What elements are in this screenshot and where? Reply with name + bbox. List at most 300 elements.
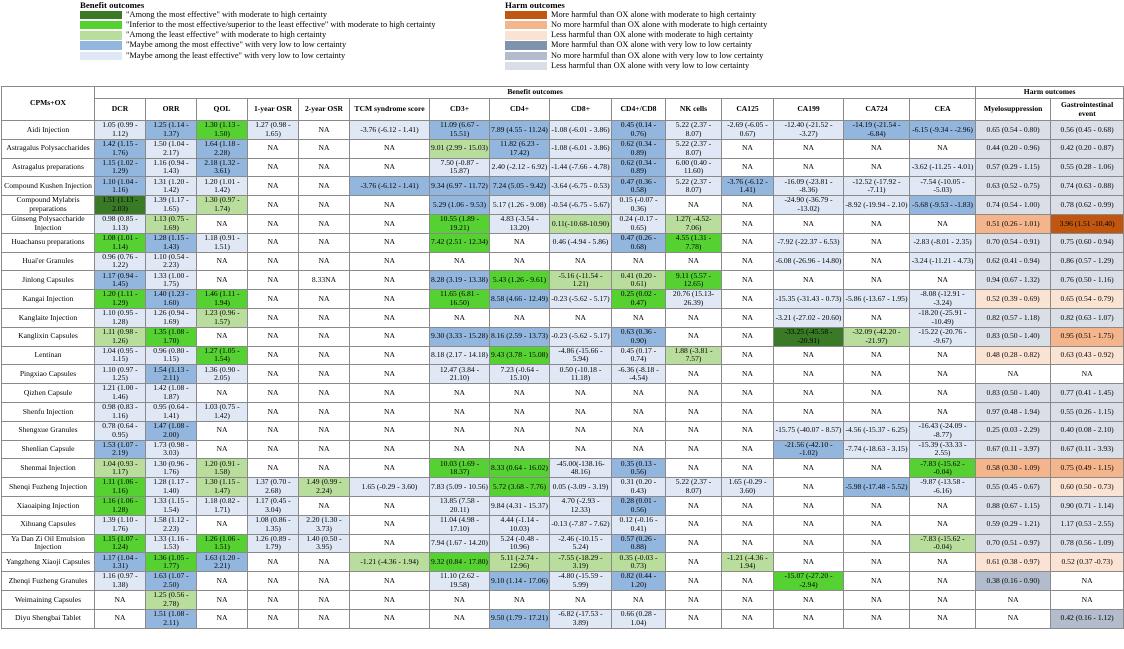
- table-cell: 1.17 (0.94 - 1.45): [95, 271, 146, 290]
- table-cell: NA: [722, 421, 774, 440]
- table-cell: 1.17 (1.04 - 1.31): [95, 553, 146, 572]
- column-header: Myelosuppression: [976, 99, 1051, 121]
- table-cell: NA: [666, 402, 722, 421]
- table-cell: NA: [722, 308, 774, 327]
- row-label: Shenlian Capsule: [2, 440, 95, 459]
- table-cell: -4.86 (-15.66 - 5.94): [550, 346, 612, 365]
- table-cell: NA: [844, 252, 910, 271]
- table-cell: 1.63 (1.20 - 2.21): [197, 553, 248, 572]
- table-cell: -15.39 (-33.33 - 2.55): [910, 440, 976, 459]
- table-cell: NA: [299, 139, 350, 158]
- table-cell: NA: [350, 158, 430, 177]
- table-cell: 1.88 (-3.81 - 7.57): [666, 346, 722, 365]
- table-cell: NA: [844, 402, 910, 421]
- table-cell: NA: [550, 252, 612, 271]
- table-cell: NA: [490, 440, 550, 459]
- table-cell: NA: [844, 384, 910, 403]
- table-cell: 8.33NA: [299, 271, 350, 290]
- table-cell: 1.30 (0.97 - 1.74): [197, 196, 248, 215]
- table-cell: NA: [197, 609, 248, 628]
- row-label: Huai'er Granules: [2, 252, 95, 271]
- table-cell: 1.23 (0.96 - 1.57): [197, 308, 248, 327]
- table-cell: 5.29 (1.06 - 9.53): [430, 196, 490, 215]
- row-label: Diyu Shengbai Tablet: [2, 609, 95, 628]
- table-cell: 0.65 (0.54 - 0.80): [976, 121, 1051, 140]
- table-cell: 1.47 (1.08 - 2.00): [146, 421, 197, 440]
- table-cell: NA: [248, 440, 299, 459]
- table-cell: 0.35 (0.13 - 0.56): [612, 459, 666, 478]
- legend-item: [505, 10, 767, 20]
- table-cell: -12.40 (-21.52 - -3.27): [774, 121, 844, 140]
- results-table: [1, 86, 1124, 629]
- legend-swatch: [80, 21, 122, 29]
- row-label: Kanglixin Capsules: [2, 327, 95, 346]
- table-row: [2, 402, 1124, 421]
- table-cell: 0.45 (0.17 - 0.74): [612, 346, 666, 365]
- table-cell: -5.86 (-13.67 - 1.95): [844, 290, 910, 309]
- table-cell: 0.50 (-10.18 - 11.18): [550, 365, 612, 384]
- table-cell: NA: [197, 384, 248, 403]
- table-cell: 1.08 (1.01 - 1.14): [95, 233, 146, 252]
- table-row: [2, 421, 1124, 440]
- table-cell: 0.96 (0.80 - 1.15): [146, 346, 197, 365]
- table-row: [2, 233, 1124, 252]
- table-cell: 1.16 (1.06 - 1.28): [95, 496, 146, 515]
- table-cell: 10.55 (1.89 - 19.21): [430, 214, 490, 233]
- table-cell: NA: [722, 365, 774, 384]
- table-cell: 5.43 (1.26 - 9.61): [490, 271, 550, 290]
- table-cell: 2.18 (1.32 - 3.61): [197, 158, 248, 177]
- table-row: [2, 459, 1124, 478]
- table-cell: NA: [844, 271, 910, 290]
- table-cell: -3.21 (-27.02 - 20.60): [774, 308, 844, 327]
- row-label: Huachansu preparations: [2, 233, 95, 252]
- table-cell: 7.24 (5.05 - 9.42): [490, 177, 550, 196]
- column-header: QOL: [197, 99, 248, 121]
- column-header: CA125: [722, 99, 774, 121]
- legend-label: "Among the most effective" with moderate to high certainty: [126, 9, 328, 19]
- table-cell: NA: [722, 271, 774, 290]
- table-cell: 1.25 (1.14 - 1.37): [146, 121, 197, 140]
- table-cell: 1.30 (1.15 - 1.47): [197, 478, 248, 497]
- table-cell: -3.62 (-11.25 - 4.01): [910, 158, 976, 177]
- column-header: CA199: [774, 99, 844, 121]
- table-row: [2, 609, 1124, 628]
- table-cell: 2.20 (1.30 - 3.73): [299, 515, 350, 534]
- table-cell: NA: [299, 421, 350, 440]
- table-cell: NA: [197, 327, 248, 346]
- table-cell: NA: [490, 384, 550, 403]
- table-cell: 11.65 (6.81 - 16.50): [430, 290, 490, 309]
- table-cell: NA: [844, 590, 910, 609]
- table-cell: NA: [910, 572, 976, 591]
- table-cell: 0.48 (0.28 - 0.82): [976, 346, 1051, 365]
- table-cell: 0.70 (0.51 - 0.97): [976, 534, 1051, 553]
- row-label: Kangai Injection: [2, 290, 95, 309]
- table-row: [2, 496, 1124, 515]
- table-cell: 0.60 (0.50 - 0.73): [1051, 478, 1124, 497]
- table-cell: 1.36 (0.90 - 2.05): [197, 365, 248, 384]
- table-cell: NA: [774, 139, 844, 158]
- table-cell: NA: [299, 308, 350, 327]
- harm-group-header: Harm outcomes: [976, 87, 1124, 99]
- row-label: Ginseng Polysaccharide Injection: [2, 214, 95, 233]
- table-row: [2, 440, 1124, 459]
- table-cell: -2.83 (-8.01 - 2.35): [910, 233, 976, 252]
- table-cell: -15.22 (-20.76 - -9.67): [910, 327, 976, 346]
- table-cell: -4.80 (-15.59 - 5.99): [550, 572, 612, 591]
- table-cell: -7.55 (-18.29 - 3.19): [550, 553, 612, 572]
- row-label: Shengxue Granules: [2, 421, 95, 440]
- table-cell: 9.32 (0.84 - 17.80): [430, 553, 490, 572]
- column-header: CD3+: [430, 99, 490, 121]
- table-cell: 1.58 (1.12 - 2.23): [146, 515, 197, 534]
- table-cell: 1.21 (1.00 - 1.46): [95, 384, 146, 403]
- table-cell: 9.50 (1.79 - 17.21): [490, 609, 550, 628]
- table-cell: NA: [248, 196, 299, 215]
- table-cell: NA: [350, 572, 430, 591]
- table-cell: NA: [666, 440, 722, 459]
- table-cell: -7.74 (-18.63 - 3.15): [844, 440, 910, 459]
- table-cell: NA: [350, 590, 430, 609]
- table-cell: NA: [722, 214, 774, 233]
- table-cell: NA: [299, 384, 350, 403]
- table-cell: 1.33 (1.15 - 1.54): [146, 496, 197, 515]
- table-cell: 1.30 (1.13 - 1.50): [197, 121, 248, 140]
- row-label: Ya Dan Zi Oil Emulsion Injection: [2, 534, 95, 553]
- table-cell: 0.78 (0.56 - 1.09): [1051, 534, 1124, 553]
- table-cell: NA: [299, 402, 350, 421]
- table-cell: NA: [774, 402, 844, 421]
- table-cell: 1.11 (0.98 - 1.26): [95, 327, 146, 346]
- table-cell: 1.31 (1.20 - 1.42): [146, 177, 197, 196]
- table-row: [2, 177, 1124, 196]
- table-cell: 5.11 (-2.74 - 12.96): [490, 553, 550, 572]
- table-cell: NA: [350, 365, 430, 384]
- table-cell: NA: [976, 590, 1051, 609]
- table-cell: -3.76 (-6.12 - 1.41): [350, 177, 430, 196]
- table-cell: NA: [350, 440, 430, 459]
- table-cell: 0.90 (0.71 - 1.14): [1051, 496, 1124, 515]
- table-cell: -16.43 (-24.09 - -8.77): [910, 421, 976, 440]
- table-row: [2, 327, 1124, 346]
- table-cell: 1.13 (0.75 - 1.69): [146, 214, 197, 233]
- legend-harm-title: Harm outcomes: [505, 0, 565, 10]
- table-cell: NA: [299, 459, 350, 478]
- table-cell: 0.74 (0.63 - 0.88): [1051, 177, 1124, 196]
- table-cell: 1.10 (0.97 - 1.25): [95, 365, 146, 384]
- table-cell: 4.55 (1.31 - 7.78): [666, 233, 722, 252]
- table-cell: 1.15 (1.07 - 1.24): [95, 534, 146, 553]
- table-cell: 9.01 (2.99 - 15.03): [430, 139, 490, 158]
- table-cell: 1.40 (0.50 - 3.95): [299, 534, 350, 553]
- table-cell: -45.00(-138.16- 48.16): [550, 459, 612, 478]
- table-cell: NA: [774, 384, 844, 403]
- table-cell: NA: [490, 233, 550, 252]
- table-cell: NA: [910, 609, 976, 628]
- table-cell: -16.09 (-23.81 - -8.36): [774, 177, 844, 196]
- table-cell: NA: [95, 590, 146, 609]
- table-cell: NA: [774, 459, 844, 478]
- column-header: Gastrointestinal event: [1051, 99, 1124, 121]
- table-cell: 0.55 (0.28 - 1.06): [1051, 158, 1124, 177]
- row-label: Shenqi Fuzheng Injection: [2, 478, 95, 497]
- table-cell: NA: [350, 308, 430, 327]
- table-cell: 1.26 (0.94 - 1.69): [146, 308, 197, 327]
- table-cell: NA: [248, 459, 299, 478]
- table-cell: NA: [350, 327, 430, 346]
- table-cell: NA: [666, 196, 722, 215]
- table-cell: NA: [350, 271, 430, 290]
- corner-header: CPMs+OX: [2, 87, 95, 121]
- legend-swatch: [505, 62, 547, 70]
- table-cell: 1.28 (1.15 - 1.43): [146, 233, 197, 252]
- table-cell: NA: [774, 365, 844, 384]
- table-cell: NA: [612, 252, 666, 271]
- table-cell: -1.21 (-4.36 - 1.94): [722, 553, 774, 572]
- table-cell: NA: [350, 290, 430, 309]
- table-cell: 1.08 (0.86 - 1.35): [248, 515, 299, 534]
- table-cell: 1.15 (1.02 - 1.29): [95, 158, 146, 177]
- table-cell: 7.94 (1.67 - 14.20): [430, 534, 490, 553]
- table-cell: -0.23 (-5.62 - 5.17): [550, 290, 612, 309]
- table-cell: NA: [299, 590, 350, 609]
- table-row: [2, 515, 1124, 534]
- table-cell: -1.21 (-4.36 - 1.94): [350, 553, 430, 572]
- table-cell: 0.82 (0.57 - 1.18): [976, 308, 1051, 327]
- table-cell: 0.52 (0.39 - 0.69): [976, 290, 1051, 309]
- table-cell: 7.89 (4.55 - 11.24): [490, 121, 550, 140]
- table-cell: NA: [197, 252, 248, 271]
- table-cell: NA: [248, 308, 299, 327]
- table-cell: 1.04 (0.95 - 1.15): [95, 346, 146, 365]
- table-cell: 1.10 (0.95 - 1.28): [95, 308, 146, 327]
- column-header: ORR: [146, 99, 197, 121]
- table-cell: 0.25 (0.03 - 2.29): [976, 421, 1051, 440]
- table-cell: 1.20 (1.01 - 1.42): [197, 177, 248, 196]
- table-cell: 0.12 (-0.16 - 0.41): [612, 515, 666, 534]
- table-cell: NA: [248, 139, 299, 158]
- table-cell: NA: [550, 590, 612, 609]
- table-cell: NA: [844, 158, 910, 177]
- legend-swatch: [505, 31, 547, 39]
- table-cell: 0.62 (0.41 - 0.94): [976, 252, 1051, 271]
- table-cell: 0.83 (0.50 - 1.40): [976, 327, 1051, 346]
- table-cell: NA: [299, 346, 350, 365]
- legend-swatch: [505, 41, 547, 49]
- table-cell: -1.08 (-6.01 - 3.86): [550, 139, 612, 158]
- table-cell: NA: [774, 515, 844, 534]
- table-cell: NA: [430, 440, 490, 459]
- table-cell: 0.67 (0.11 - 3.97): [976, 440, 1051, 459]
- benefit-group-header: Benefit outcomes: [95, 87, 976, 99]
- table-cell: NA: [299, 553, 350, 572]
- table-cell: NA: [910, 590, 976, 609]
- column-header: CD4+/CD8: [612, 99, 666, 121]
- table-cell: NA: [550, 421, 612, 440]
- table-cell: NA: [666, 459, 722, 478]
- table-cell: NA: [490, 308, 550, 327]
- table-cell: -7.83 (-15.62 - -0.04): [910, 459, 976, 478]
- table-cell: 0.47 (0.26 - 0.68): [612, 233, 666, 252]
- legend-item: [80, 10, 436, 20]
- table-cell: NA: [350, 233, 430, 252]
- table-cell: NA: [299, 609, 350, 628]
- table-cell: 1.20 (1.11 - 1.29): [95, 290, 146, 309]
- row-label: Zhenqi Fuzheng Granules: [2, 572, 95, 591]
- table-cell: 1.46 (1.11 - 1.94): [197, 290, 248, 309]
- table-cell: 1.05 (0.99 - 1.12): [95, 121, 146, 140]
- table-cell: 0.75 (0.60 - 0.94): [1051, 233, 1124, 252]
- table-cell: 1.33 (1.16 - 1.53): [146, 534, 197, 553]
- table-cell: 1.17 (0.45 - 3.04): [248, 496, 299, 515]
- table-cell: -15.75 (-40.07 - 8.57): [774, 421, 844, 440]
- table-cell: NA: [722, 196, 774, 215]
- table-cell: NA: [550, 308, 612, 327]
- table-cell: 1.26 (0.89 - 1.79): [248, 534, 299, 553]
- table-cell: NA: [666, 384, 722, 403]
- table-cell: NA: [299, 327, 350, 346]
- table-cell: 0.98 (0.83 - 1.16): [95, 402, 146, 421]
- table-cell: NA: [722, 572, 774, 591]
- table-cell: NA: [612, 440, 666, 459]
- table-cell: -0.54 (-6.75 - 5.67): [550, 196, 612, 215]
- table-cell: 1.35 (1.08 - 1.70): [146, 327, 197, 346]
- table-cell: 1.03 (0.75 - 1.42): [197, 402, 248, 421]
- table-cell: NA: [550, 440, 612, 459]
- legend-swatch: [80, 11, 122, 19]
- legend-label: More harmful than OX alone with moderate to high certainty: [551, 9, 756, 19]
- table-cell: NA: [910, 515, 976, 534]
- table-cell: 0.70 (0.54 - 0.91): [976, 233, 1051, 252]
- legend-item: [505, 20, 767, 30]
- table-cell: NA: [910, 271, 976, 290]
- table-cell: -7.83 (-15.62 - -0.04): [910, 534, 976, 553]
- table-cell: 7.83 (5.09 - 10.56): [430, 478, 490, 497]
- row-label: Shenfu Injection: [2, 402, 95, 421]
- table-cell: 1.10 (1.04 - 1.16): [95, 177, 146, 196]
- table-cell: 0.63 (0.36 - 0.90): [612, 327, 666, 346]
- table-cell: NA: [910, 384, 976, 403]
- table-cell: -5.16 (-11.54 - 1.21): [550, 271, 612, 290]
- table-cell: 9.43 (3.78 - 15.08): [490, 346, 550, 365]
- table-cell: NA: [197, 572, 248, 591]
- table-cell: NA: [197, 421, 248, 440]
- table-cell: NA: [430, 402, 490, 421]
- table-cell: 7.23 (-0.64 - 15.10): [490, 365, 550, 384]
- table-cell: -2.46 (-10.15 - 5.24): [550, 534, 612, 553]
- legend-benefit: [80, 0, 436, 61]
- table-cell: 3.96 (1.51 -10.40): [1051, 214, 1124, 233]
- table-cell: NA: [774, 553, 844, 572]
- table-cell: NA: [550, 402, 612, 421]
- table-cell: -32.09 (-42.20 - -21.97): [844, 327, 910, 346]
- table-cell: 0.61 (0.38 - 0.97): [976, 553, 1051, 572]
- table-cell: NA: [722, 139, 774, 158]
- table-cell: 0.57 (0.26 - 0.88): [612, 534, 666, 553]
- table-cell: 11.82 (6.23 - 17.42): [490, 139, 550, 158]
- table-cell: 1.16 (0.94 - 1.43): [146, 158, 197, 177]
- legend-label: Less harmful than OX alone with moderate to high certainty: [551, 30, 754, 40]
- table-cell: NA: [350, 346, 430, 365]
- table-cell: 0.05 (-3.09 - 3.19): [550, 478, 612, 497]
- table-cell: 0.67 (0.11 - 3.93): [1051, 440, 1124, 459]
- table-cell: 1.36 (1.05 - 1.77): [146, 553, 197, 572]
- table-cell: NA: [248, 252, 299, 271]
- table-cell: NA: [844, 214, 910, 233]
- table-cell: NA: [299, 365, 350, 384]
- table-cell: NA: [910, 214, 976, 233]
- table-cell: NA: [722, 459, 774, 478]
- table-cell: 11.04 (4.98 - 17.10): [430, 515, 490, 534]
- table-cell: -33.25 (-45.58 - -20.91): [774, 327, 844, 346]
- table-cell: NA: [722, 290, 774, 309]
- table-cell: 1.42 (1.15 - 1.76): [95, 139, 146, 158]
- table-cell: 1.17 (0.53 - 2.55): [1051, 515, 1124, 534]
- table-cell: NA: [666, 553, 722, 572]
- legend-label: "Inferior to the most effective/superior to the least effective" with moderate to high certainty: [126, 19, 436, 29]
- table-cell: -4.56 (-15.37 - 6.25): [844, 421, 910, 440]
- table-cell: 0.97 (0.48 - 1.94): [976, 402, 1051, 421]
- table-row: [2, 590, 1124, 609]
- table-cell: 9.34 (6.97 - 11.72): [430, 177, 490, 196]
- table-cell: -21.56 (-42.10 - -1.02): [774, 440, 844, 459]
- table-row: [2, 158, 1124, 177]
- table-cell: 1.73 (0.98 - 3.03): [146, 440, 197, 459]
- table-cell: 4.70 (-2.93 - 12.33): [550, 496, 612, 515]
- table-cell: 2.40 (-2.12 - 6.92): [490, 158, 550, 177]
- table-cell: 0.95 (0.51 - 1.75): [1051, 327, 1124, 346]
- table-cell: NA: [722, 158, 774, 177]
- table-cell: 1.27( -4.52- 7.06): [666, 214, 722, 233]
- table-cell: NA: [722, 515, 774, 534]
- table-cell: NA: [248, 233, 299, 252]
- table-cell: NA: [248, 327, 299, 346]
- table-cell: 0.65 (0.54 - 0.79): [1051, 290, 1124, 309]
- table-cell: -6.82 (-17.53 - 3.89): [550, 609, 612, 628]
- table-cell: -1.44 (-7.66 - 4.78): [550, 158, 612, 177]
- column-header: CEA: [910, 99, 976, 121]
- legend-label: "Maybe among the least effective" with very low to low certainty: [126, 50, 346, 60]
- table-cell: 0.51 (0.26 - 1.01): [976, 214, 1051, 233]
- table-cell: NA: [844, 459, 910, 478]
- table-cell: NA: [350, 252, 430, 271]
- table-cell: 0.42 (0.20 - 0.87): [1051, 139, 1124, 158]
- table-cell: 12.47 (3.84 - 21.10): [430, 365, 490, 384]
- table-cell: 7.42 (2.51 - 12.34): [430, 233, 490, 252]
- legend-item: [80, 41, 436, 51]
- table-cell: NA: [722, 590, 774, 609]
- legend-label: More harmful than OX alone with very low to low certainty: [551, 40, 752, 50]
- table-cell: -7.92 (-22.37 - 6.53): [774, 233, 844, 252]
- table-cell: 1.27 (1.05 - 1.54): [197, 346, 248, 365]
- table-cell: NA: [248, 290, 299, 309]
- table-cell: NA: [844, 308, 910, 327]
- table-cell: -8.92 (-19.94 - 2.10): [844, 196, 910, 215]
- table-cell: 0.83 (0.50 - 1.40): [976, 384, 1051, 403]
- table-cell: 0.41 (0.20 - 0.61): [612, 271, 666, 290]
- table-cell: NA: [490, 421, 550, 440]
- table-cell: 1.28 (1.17 - 1.40): [146, 478, 197, 497]
- table-cell: 0.24 (-0.17 - 0.65): [612, 214, 666, 233]
- table-cell: 0.55 (0.45 - 0.67): [976, 478, 1051, 497]
- column-header: DCR: [95, 99, 146, 121]
- row-label: Xihuang Capsules: [2, 515, 95, 534]
- table-cell: NA: [299, 233, 350, 252]
- table-cell: NA: [350, 196, 430, 215]
- table-cell: NA: [299, 158, 350, 177]
- row-label: Astragalus Polysaccharides: [2, 139, 95, 158]
